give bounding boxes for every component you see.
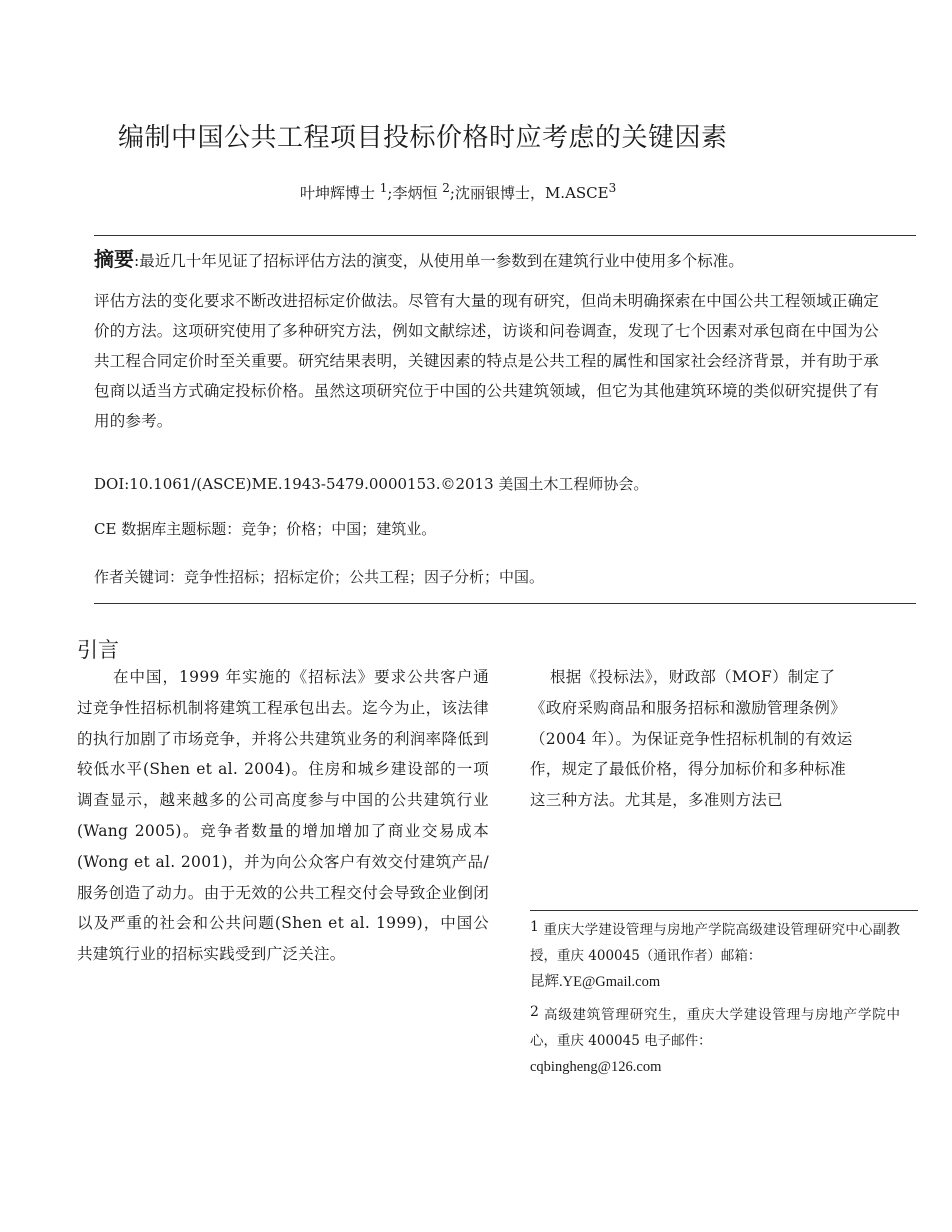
author-keywords: 作者关键词：竞争性招标；招标定价；公共工程；因子分析；中国。	[94, 568, 545, 586]
footnote-2-email: cqbingheng@126.com	[530, 1059, 662, 1075]
abstract-body: 评估方法的变化要求不断改进招标定价做法。尽管有大量的现有研究，但尚未明确探索在中国公共工程领域正确定价的方法。这项研究使用了多种研究方法，例如文献综述，访谈和问卷调查，发现了七个因素对承包商在中国为公共工程合同定价时至关重要。研究结果表明，关键因素的特点是公共工程的属性和国家社会经济背景，并有助于承包商以适当方式确定投标价格。虽然这项研究位于中国的公共建筑领域，但它为其他建筑环境的类似研究提供了有用的参考。	[94, 292, 880, 430]
ce-headings: CE 数据库主题标题：竞争；价格；中国；建筑业。	[94, 520, 437, 538]
doi-line: DOI:10.1061/(ASCE)ME.1943-5479.0000153.©2013 美国土木工程师协会。	[94, 475, 649, 493]
intro-right-column: 根据《投标法》，财政部（MOF）制定了《政府采购商品和服务招标和激励管理条例》（2004 年）。为保证竞争性招标机制的有效运作，规定了最低价格，得分加标价和多种标准这三种方法。尤其是，多准则方法已	[530, 668, 853, 810]
author-3: ;沈丽银博士，M.ASCE	[449, 184, 609, 202]
section-heading: 引言	[77, 638, 119, 662]
author-3-mark: 3	[608, 181, 617, 195]
abstract-first-text: :最近几十年见证了招标评估方法的演变，从使用单一参数到在建筑行业中使用多个标准。	[134, 252, 744, 270]
footnote-1-email: 昆辉.YE@Gmail.com	[530, 974, 661, 990]
footnote-1-text: 重庆大学建设管理与房地产学院高级建设管理研究中心副教授，重庆 400045（通讯作者）邮箱：	[530, 922, 900, 964]
footnote-1-mark: 1	[530, 919, 539, 935]
abstract-label: 摘要	[94, 247, 134, 271]
author-2: ;李炳恒	[387, 184, 443, 202]
author-1: 叶坤辉博士	[300, 184, 380, 202]
abstract-bottom-rule	[94, 603, 916, 604]
author-line	[300, 176, 900, 205]
abstract-top-rule	[94, 235, 916, 236]
footnote-2-mark: 2	[530, 1004, 539, 1020]
footnote-2	[530, 999, 900, 1080]
paper-title: 编制中国公共工程项目投标价格时应考虑的关键因素	[118, 123, 728, 153]
author-1-mark: 1	[379, 181, 388, 195]
footnotes	[530, 914, 900, 1084]
footnote-2-text: 高级建筑管理研究生，重庆大学建设管理与房地产学院中心，重庆 400045 电子邮件：	[530, 1007, 900, 1049]
author-2-mark: 2	[442, 181, 450, 195]
abstract-first-line	[94, 245, 924, 275]
intro-left-column: 在中国，1999 年实施的《招标法》要求公共客户通过竞争性招标机制将建筑工程承包出去。迄今为止，该法律的执行加剧了市场竞争，并将公共建筑业务的利润率降低到较低水平(Shen et al. 2004)。住房和城乡建设部的一项调查显示，越来越多的公司高度参与中国的公共建筑行业(Wang 2005)。竞争者数量的增加增加了商业交易成本(Wong et al. 2001)，并为向公众客户有效交付建筑产品/服务创造了动力。由于无效的公共工程交付会导致企业倒闭以及严重的社会和公共问题(Shen et al. 1999)，中国公共建筑行业的招标实践受到广泛关注。	[77, 668, 489, 964]
footnote-rule	[530, 910, 918, 911]
footnote-1	[530, 914, 900, 995]
